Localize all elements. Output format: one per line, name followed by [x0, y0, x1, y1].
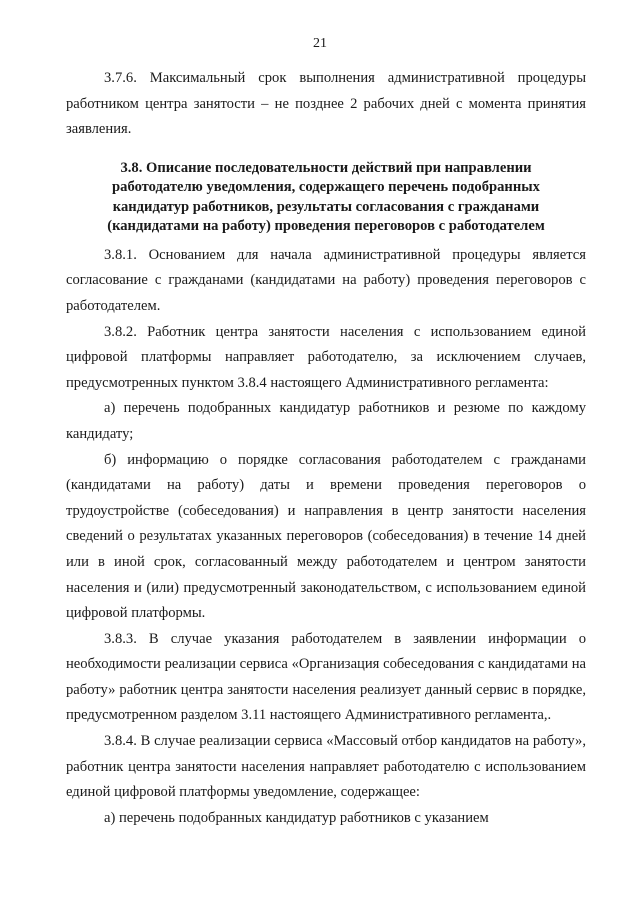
paragraph-3-7-6: 3.7.6. Максимальный срок выполнения административной процедуры работником центра занятости – не позднее 2 рабочих дней с момента принятия заявления. — [66, 70, 586, 138]
paragraph-3-8-4: 3.8.4. В случае реализации сервиса «Массовый отбор кандидатов на работу», работник центра занятости населения направляет работодателю с использованием единой цифровой платформы уведомление, содержащее: — [66, 733, 586, 801]
section-heading-3-8: 3.8. Описание последовательности действий при направлении работодателю уведомления, содержащего перечень подобранных кандидатур работников, результаты согласования с гражданами (кандидатами на работу) проведения переговоров с работодателем — [107, 159, 545, 235]
paragraph-3-8-1: 3.8.1. Основанием для начала административной процедуры является согласование с гражданами (кандидатами на работу) проведения переговоров с работодателем. — [66, 246, 586, 314]
list-item-a-continued: а) перечень подобранных кандидатур работников с указанием — [104, 809, 489, 826]
paragraph-3-8-3: 3.8.3. В случае указания работодателем в заявлении информации о необходимости реализации сервиса «Организация собеседования с кандидатами на работу» работник центра занятости населения реализует данный сервис в порядке, предусмотренном разделом 3.11 настоящего Административного регламента,. — [66, 630, 586, 724]
list-item-b: б) информацию о порядке согласования работодателем с гражданами (кандидатами на работу) даты и времени проведения переговоров о трудоустройстве (собеседования) и направления в центр занятости населения сведений о результатах указанных переговоров (собеседования) в течение 14 дней или в иной срок, согласованный между работодателем и центром занятости населения и (или) предусмотренный законодательством, с использованием единой цифровой платформы. — [66, 451, 586, 622]
page-number: 21 — [313, 36, 327, 51]
paragraph-3-8-2: 3.8.2. Работник центра занятости населения с использованием единой цифровой платформы направляет работодателю, за исключением случаев, предусмотренных пунктом 3.8.4 настоящего Административного регламента: — [66, 323, 586, 391]
page-content — [66, 66, 586, 831]
list-item-a: а) перечень подобранных кандидатур работников и резюме по каждому кандидату; — [66, 400, 586, 442]
